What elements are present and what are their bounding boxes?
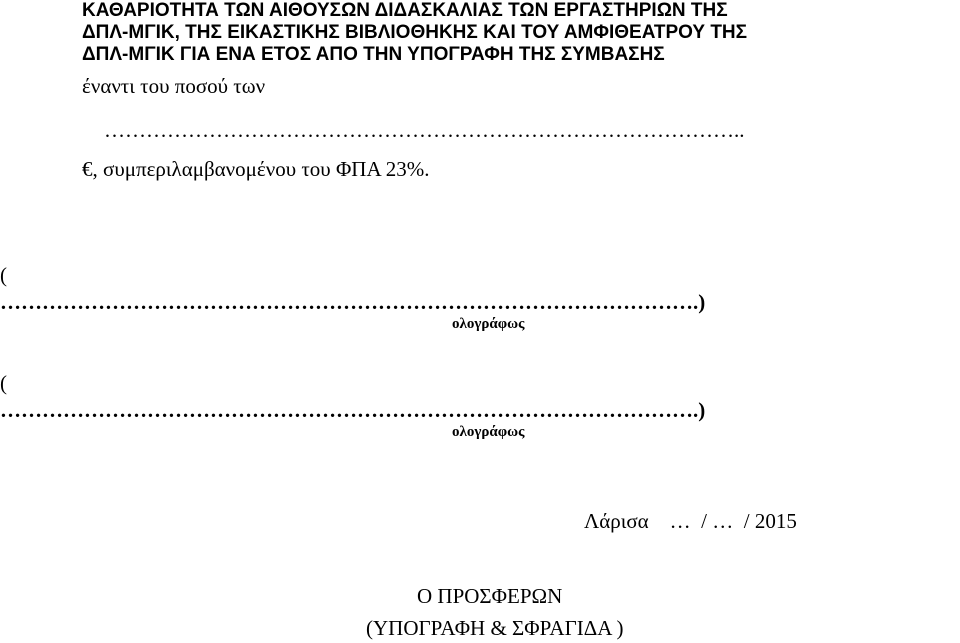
signature-stamp-label: (ΥΠΟΓΡΑΦΗ & ΣΦΡΑΓΙΔΑ ) [366, 616, 624, 640]
title-line-1: ΚΑΘΑΡΙΟΤΗΤΑ ΤΩΝ ΑΙΘΟΥΣΩΝ ΔΙΔΑΣΚΑΛΙΑΣ ΤΩΝ ΕΡΓΑΣΤΗΡΙΩΝ ΤΗΣ [82, 0, 728, 21]
words-dotted-line-1: ……………………………………………………………………………………….) [0, 290, 706, 314]
words-caption-2: ολογράφως [452, 424, 525, 440]
bidder-label: Ο ΠΡΟΣΦΕΡΩΝ [417, 584, 563, 608]
place-date-line: Λάρισα … / … / 2015 [584, 509, 797, 533]
words-open-paren-2: ( [0, 371, 7, 395]
amount-intro-text: έναντι του ποσού των [82, 74, 266, 98]
words-open-paren-1: ( [0, 263, 7, 287]
amount-dotted-line: ……………………………………………………………………………….. [104, 118, 745, 142]
words-caption-1: ολογράφως [452, 316, 525, 332]
title-line-2: ΔΠΛ-ΜΓΙΚ, ΤΗΣ ΕΙΚΑΣΤΙΚΗΣ ΒΙΒΛΙΟΘΗΚΗΣ ΚΑΙ ΤΟΥ ΑΜΦΙΘΕΑΤΡΟΥ ΤΗΣ [82, 22, 748, 43]
title-line-3: ΔΠΛ-ΜΓΙΚ ΓΙΑ ΕΝΑ ΕΤΟΣ ΑΠΟ ΤΗΝ ΥΠΟΓΡΑΦΗ ΤΗΣ ΣΥΜΒΑΣΗΣ [82, 44, 665, 65]
vat-text: €, συμπεριλαμβανομένου του ΦΠΑ 23%. [82, 157, 430, 181]
words-dotted-line-2: ……………………………………………………………………………………….) [0, 398, 706, 422]
